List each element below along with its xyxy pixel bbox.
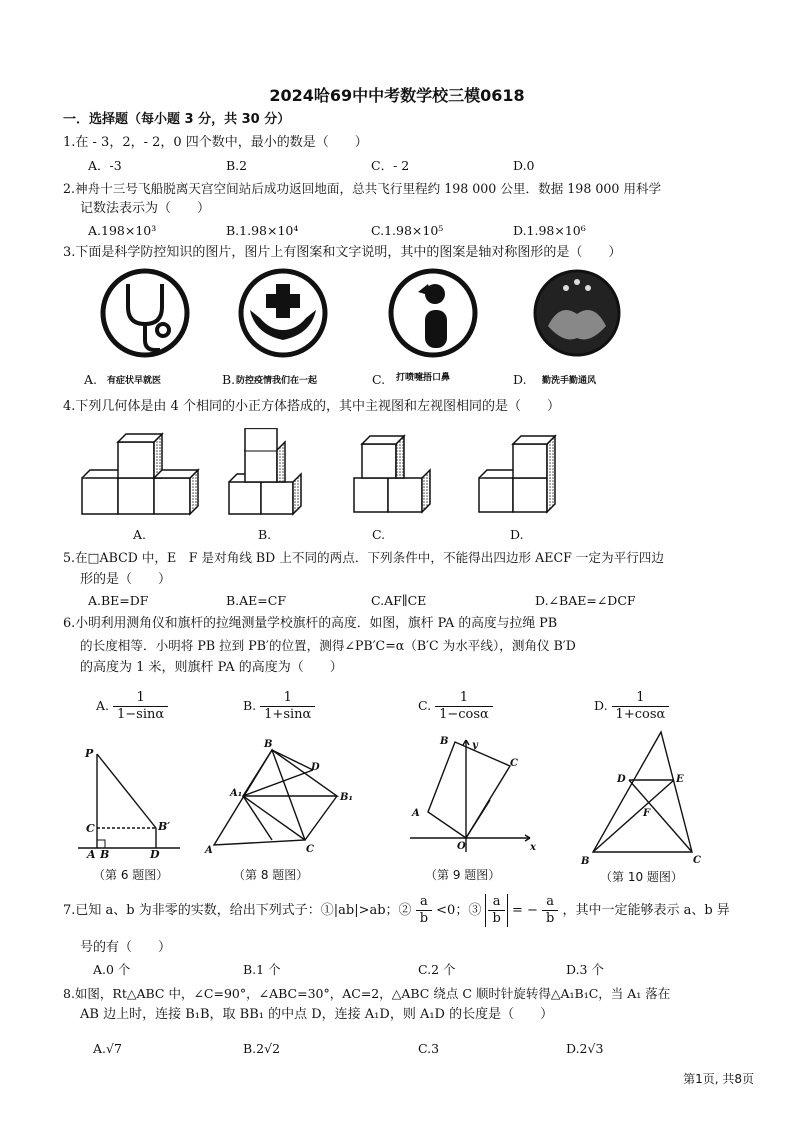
q7-fraction-2 <box>488 894 504 927</box>
fraction-numerator: 1 <box>260 690 315 707</box>
fraction-denominator: b <box>419 911 429 926</box>
q2-option-b: B.1.98×10⁴ <box>226 223 299 238</box>
q3-option-a: A. <box>84 372 98 387</box>
svg-text:B: B <box>100 848 110 861</box>
q6-option-a <box>96 690 168 723</box>
q3-option-c: C. <box>372 372 386 387</box>
fraction-numerator: a <box>542 894 558 911</box>
q2-stem-line1: 2.神舟十三号飞船脱离天宫空间站后成功返回地面，总共飞行里程约 198 000 公里．数据 198 000 用科学 <box>63 181 662 196</box>
q5-option-c: C.AF∥CE <box>371 593 427 608</box>
q6-option-b <box>243 690 315 723</box>
q7-option-d: D.3 个 <box>566 962 604 977</box>
svg-text:A₁: A₁ <box>230 788 243 799</box>
page-footer: 第1页, 共8页 <box>683 1072 754 1086</box>
q7-stem-line1 <box>63 894 730 927</box>
figure-9-caption: （第 9 题图） <box>425 868 501 882</box>
cube-figure-c <box>354 436 430 512</box>
svg-text:A: A <box>205 845 213 856</box>
person-sneezing-icon <box>391 271 475 355</box>
fraction-numerator: 1 <box>113 690 168 707</box>
svg-text:D: D <box>311 762 320 773</box>
q1-stem: 1.在 - 3，2，- 2，0 四个数中，最小的数是（ ） <box>63 135 368 150</box>
figure-10 <box>580 732 701 867</box>
q6-option-d <box>594 690 669 723</box>
svg-text:P: P <box>85 747 94 760</box>
q1-option-d: D.0 <box>513 158 535 173</box>
q8-option-a: A.√7 <box>93 1041 122 1056</box>
svg-text:O: O <box>457 841 466 852</box>
q4-option-d: D. <box>510 527 524 542</box>
q3-icons <box>0 262 794 380</box>
figure-8 <box>204 739 353 856</box>
fraction-denominator: 1−sinα <box>117 707 165 722</box>
q4-cube-figures <box>0 420 794 520</box>
svg-text:C: C <box>306 844 314 855</box>
svg-text:D: D <box>150 848 160 861</box>
q2-option-a: A.198×10³ <box>88 223 157 238</box>
svg-text:B: B <box>581 856 590 867</box>
q6-stem-line3: 的高度为 1 米，则旗杆 PA 的高度为（ ） <box>80 660 343 675</box>
stethoscope-icon <box>103 271 187 355</box>
q2-option-c: C.1.98×10⁵ <box>371 223 444 238</box>
q8-option-d: D.2√3 <box>566 1041 604 1056</box>
cube-figure-a <box>82 434 198 514</box>
q7-option-a: A.0 个 <box>93 962 131 977</box>
svg-text:B₁: B₁ <box>340 792 353 803</box>
fraction-denominator: 1−cosα <box>439 707 489 722</box>
q4-stem: 4.下列几何体是由 4 个相同的小正方体搭成的，其中主视图和左视图相同的是（ ） <box>63 399 560 414</box>
q1-option-c: C．- 2 <box>371 158 410 173</box>
fraction-numerator: 1 <box>612 690 670 707</box>
svg-text:C: C <box>86 822 95 835</box>
geometry-figures <box>0 730 794 870</box>
q8-stem-line1: 8.如图，Rt△ABC 中，∠C=90°，∠ABC=30°，AC=2，△ABC 绕点 C 顺时针旋转得△A₁B₁C，当 A₁ 落在 <box>63 986 671 1001</box>
cube-figure-b <box>229 429 301 514</box>
fraction-denominator: 1+sinα <box>264 707 312 722</box>
q6-option-a-fraction <box>113 690 168 723</box>
figure-9 <box>410 736 537 853</box>
svg-text:A: A <box>412 808 420 819</box>
svg-text:B: B <box>264 739 273 750</box>
q3-caption-d: 勤洗手勤通风 <box>542 376 597 386</box>
svg-text:A: A <box>87 848 96 861</box>
svg-text:E: E <box>676 774 684 785</box>
q3-caption-c: 打喷嚏捂口鼻 <box>396 373 451 383</box>
q7-fraction-1 <box>416 894 432 927</box>
figure-6-caption: （第 6 题图） <box>93 868 169 882</box>
q7-equals-text: = − <box>511 903 538 918</box>
q7-option-c: C.2 个 <box>418 962 456 977</box>
q5-option-a: A.BE=DF <box>88 593 149 608</box>
svg-text:B: B <box>440 736 449 747</box>
q2-option-d: D.1.98×10⁶ <box>513 223 586 238</box>
q3-caption-b: 防控疫情我们在一起 <box>236 376 318 386</box>
page-title: 2024哈69中中考数学校三模0618 <box>269 86 525 105</box>
q6-option-a-letter: A. <box>96 698 110 713</box>
svg-text:F: F <box>643 808 651 819</box>
figure-8-caption: （第 8 题图） <box>233 868 309 882</box>
fraction-denominator: b <box>492 911 501 926</box>
q5-stem-line2: 形的是（ ） <box>80 572 172 587</box>
q5-option-d: D.∠BAE=∠DCF <box>535 593 636 608</box>
q3-option-d: D. <box>513 372 527 387</box>
svg-text:B′: B′ <box>158 820 171 833</box>
q6-option-d-letter: D. <box>594 698 608 713</box>
figure-6 <box>78 747 180 861</box>
q8-option-c: C.3 <box>418 1041 440 1056</box>
medical-cross-hands-icon <box>241 271 325 355</box>
q7-stem-line2: 号的有（ ） <box>80 940 172 955</box>
q8-option-b: B.2√2 <box>243 1041 281 1056</box>
fraction-numerator: a <box>416 894 432 911</box>
washing-hands-icon <box>535 271 619 355</box>
q7-lead-text: 7.已知 a、b 为非零的实数，给出下列式子：①|ab|>ab；② <box>63 903 412 918</box>
q3-stem: 3.下面是科学防控知识的图片，图片上有图案和文字说明，其中的图案是轴对称图形的是（ ） <box>63 245 622 260</box>
fraction-denominator: b <box>546 911 555 926</box>
fraction-denominator: 1+cosα <box>615 707 666 722</box>
q7-tail-text: ，其中一定能够表示 a、b 异 <box>562 903 730 918</box>
q2-stem-line2: 记数法表示为（ ） <box>80 201 211 216</box>
q7-fraction-3 <box>542 894 558 927</box>
q4-option-b: B. <box>258 527 272 542</box>
q6-option-d-fraction <box>612 690 670 723</box>
svg-text:C: C <box>693 855 701 866</box>
q3-option-b: B. <box>222 372 236 387</box>
svg-text:x: x <box>530 842 536 853</box>
q7-absolute-value <box>485 894 507 927</box>
q6-stem-line2: 的长度相等．小明将 PB 拉到 PB′的位置，测得∠PB′C=α（B′C 为水平线），测角仪 B′D <box>80 638 576 653</box>
q6-option-c <box>418 690 493 723</box>
q6-option-b-fraction <box>260 690 315 723</box>
q7-middle-text: <0；③ <box>436 903 482 918</box>
q1-option-b: B.2 <box>226 158 248 173</box>
fraction-numerator: 1 <box>435 690 493 707</box>
q6-option-c-letter: C. <box>418 698 432 713</box>
q4-option-a: A. <box>133 527 147 542</box>
q8-stem-line2: AB 边上时，连接 B₁B，取 BB₁ 的中点 D，连接 A₁D，则 A₁D 的长度是（ ） <box>80 1007 554 1022</box>
svg-text:D: D <box>617 774 626 785</box>
q6-option-b-letter: B. <box>243 698 257 713</box>
q3-caption-a: 有症状早就医 <box>107 376 162 386</box>
q5-stem-line1: 5.在□ABCD 中，E F 是对角线 BD 上不同的两点．下列条件中，不能得出四边形 AECF 一定为平行四边 <box>63 550 664 565</box>
fraction-numerator: a <box>488 894 504 911</box>
svg-text:y: y <box>472 740 478 751</box>
q5-option-b: B.AE=CF <box>226 593 287 608</box>
q6-stem-line1: 6.小明利用测角仪和旗杆的拉绳测量学校旗杆的高度．如图，旗杆 PA 的高度与拉绳 PB <box>63 616 558 631</box>
q4-option-c: C. <box>372 527 386 542</box>
cube-figure-d <box>479 436 555 512</box>
figure-10-caption: （第 10 题图） <box>600 870 683 884</box>
q6-option-c-fraction <box>435 690 493 723</box>
q1-option-a: A．-3 <box>88 158 122 173</box>
q7-option-b: B.1 个 <box>243 962 281 977</box>
svg-text:C: C <box>510 758 518 769</box>
section-heading: 一．选择题（每小题 3 分，共 30 分） <box>63 112 291 127</box>
